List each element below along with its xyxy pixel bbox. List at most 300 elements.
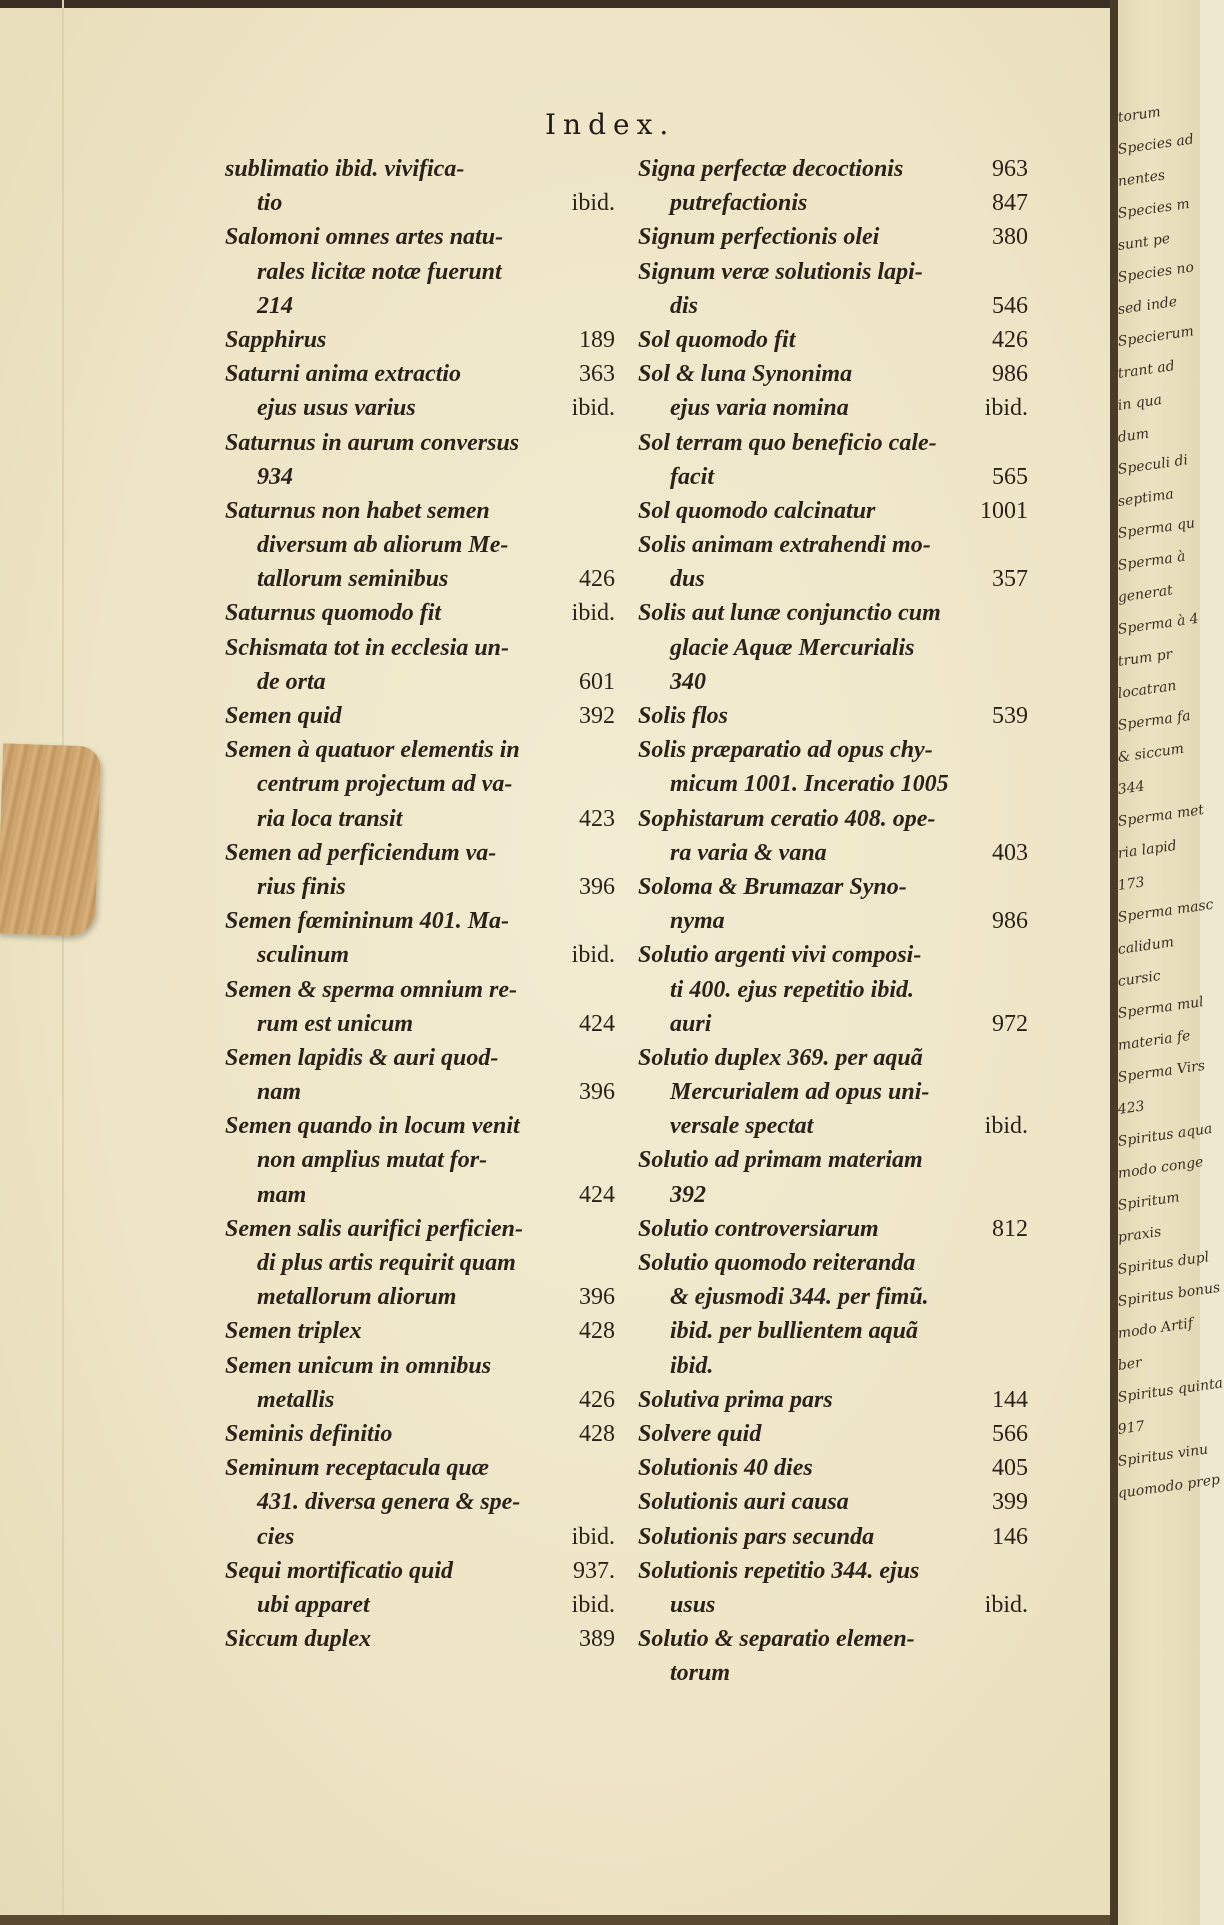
entry-text: Solutio duplex 369. per aquã bbox=[638, 1044, 923, 1071]
entry-text: dis bbox=[670, 292, 699, 319]
next-page-fragment: materia fe bbox=[1116, 1027, 1192, 1054]
index-entry-line bbox=[225, 460, 615, 494]
next-page-fragment: modo conge bbox=[1116, 1154, 1205, 1182]
page-gutter bbox=[62, 0, 64, 1925]
next-page-fragment: Sperma masc bbox=[1116, 896, 1215, 926]
entry-text: Solis animam extrahendi mo- bbox=[638, 532, 931, 559]
next-page-fragment: 917 bbox=[1116, 1418, 1146, 1438]
index-entry-line bbox=[638, 836, 1028, 870]
entry-text: Semen salis aurifici perficien- bbox=[225, 1215, 523, 1242]
index-entry-line bbox=[638, 767, 1028, 801]
entry-text: Solutiva prima pars bbox=[638, 1386, 833, 1413]
next-page-fragment: 423 bbox=[1116, 1098, 1146, 1118]
entry-text: diversum ab aliorum Me- bbox=[257, 532, 509, 559]
index-entry bbox=[225, 1554, 615, 1622]
entry-page-ref bbox=[607, 973, 615, 1007]
entry-page-ref: 963 bbox=[992, 156, 1028, 182]
entry-text: ibid. per bullientem aquã bbox=[670, 1318, 919, 1345]
entry-page-ref: 424 bbox=[579, 1010, 615, 1037]
index-entry bbox=[638, 1212, 1028, 1246]
entry-page-ref bbox=[1020, 1349, 1028, 1383]
next-page-fragment: trant ad bbox=[1116, 358, 1176, 382]
index-entry-line bbox=[225, 255, 615, 289]
index-entry bbox=[638, 323, 1028, 357]
index-entry-line bbox=[225, 1349, 615, 1383]
entry-text: & ejusmodi 344. per fimũ. bbox=[670, 1284, 929, 1311]
next-page-fragment: Species no bbox=[1116, 259, 1195, 286]
index-entry-line bbox=[638, 699, 1028, 733]
next-page-fragment: Sperma qu bbox=[1116, 515, 1196, 542]
entry-page-ref: 601 bbox=[579, 668, 615, 695]
index-entry-line bbox=[638, 357, 1028, 391]
index-entry-line bbox=[638, 1109, 1028, 1143]
index-entry bbox=[638, 494, 1028, 528]
entry-page-ref: 423 bbox=[579, 805, 615, 832]
entry-text: Solutionis repetitio 344. ejus bbox=[638, 1557, 920, 1584]
entry-page-ref: 1001 bbox=[980, 497, 1028, 524]
index-entry-line bbox=[225, 1212, 615, 1246]
entry-text: ti 400. ejus repetitio ibid. bbox=[670, 976, 914, 1003]
entry-text: ibid. bbox=[670, 1352, 714, 1379]
index-entry-line bbox=[225, 802, 615, 836]
next-page-fragment: Spiritus quinta bbox=[1116, 1375, 1224, 1406]
entry-page-ref bbox=[607, 152, 615, 186]
entry-text: 431. diversa genera & spe- bbox=[257, 1489, 521, 1516]
next-page-fragment: sunt pe bbox=[1116, 230, 1172, 254]
entry-page-ref: 426 bbox=[579, 1386, 615, 1413]
entry-text: usus bbox=[670, 1591, 716, 1618]
index-entry-line bbox=[638, 1007, 1028, 1041]
index-entry bbox=[225, 323, 615, 357]
entry-text: Solutionis 40 dies bbox=[638, 1455, 813, 1482]
index-entry bbox=[225, 357, 615, 425]
entry-text: Solis præparatio ad opus chy- bbox=[638, 737, 933, 764]
entry-page-ref: 847 bbox=[992, 190, 1028, 217]
entry-page-ref: ibid. bbox=[571, 1523, 615, 1550]
index-entry-line bbox=[225, 494, 615, 528]
index-entry-line bbox=[225, 596, 615, 630]
index-entry-line bbox=[225, 631, 615, 665]
next-page-fragment: Spiritus vinu bbox=[1116, 1441, 1210, 1470]
entry-page-ref: 428 bbox=[579, 1420, 615, 1447]
index-entry-line bbox=[225, 904, 615, 938]
entry-text: ejus usus varius bbox=[257, 395, 416, 422]
index-entry-line bbox=[638, 1280, 1028, 1314]
entry-page-ref: 428 bbox=[579, 1318, 615, 1345]
entry-text: nam bbox=[257, 1079, 302, 1106]
entry-page-ref: ibid. bbox=[571, 395, 615, 422]
entry-page-ref bbox=[1020, 767, 1028, 801]
entry-page-ref: 405 bbox=[992, 1455, 1028, 1482]
entry-page-ref: 424 bbox=[579, 1181, 615, 1208]
index-entry-line bbox=[638, 904, 1028, 938]
next-page-fragment: Speculi di bbox=[1116, 452, 1189, 478]
entry-page-ref bbox=[1020, 596, 1028, 630]
entry-page-ref: 389 bbox=[579, 1626, 615, 1653]
wooden-bookmark bbox=[0, 743, 101, 936]
entry-text: ria loca transit bbox=[257, 805, 403, 832]
next-page-fragment: locatran bbox=[1116, 677, 1178, 702]
next-page-fragment: Species m bbox=[1116, 196, 1191, 222]
next-page-fragment: torum bbox=[1116, 104, 1162, 126]
index-entry-line bbox=[638, 1554, 1028, 1588]
index-entry-line bbox=[225, 1007, 615, 1041]
index-entry-line bbox=[225, 562, 615, 596]
entry-text: Semen ad perficiendum va- bbox=[225, 839, 497, 866]
index-entry-line bbox=[638, 494, 1028, 528]
entry-text: tio bbox=[257, 190, 283, 217]
entry-text: Saturnus non habet semen bbox=[225, 497, 490, 524]
entry-text: metallorum aliorum bbox=[257, 1284, 457, 1311]
index-entry-line bbox=[225, 1280, 615, 1314]
index-entry bbox=[225, 152, 615, 220]
entry-page-ref: 144 bbox=[992, 1386, 1028, 1413]
entry-text: Signum perfectionis olei bbox=[638, 224, 880, 251]
index-entry-line bbox=[225, 426, 615, 460]
index-entry-line bbox=[225, 528, 615, 562]
entry-page-ref: ibid. bbox=[984, 1113, 1028, 1140]
entry-page-ref bbox=[607, 1485, 615, 1519]
entry-page-ref bbox=[607, 289, 615, 323]
next-page-fragment: nentes bbox=[1116, 167, 1167, 190]
entry-page-ref: 357 bbox=[992, 566, 1028, 593]
entry-text: glacie Aquæ Mercurialis bbox=[670, 634, 915, 661]
entry-page-ref: 426 bbox=[992, 326, 1028, 353]
entry-text: Solutionis auri causa bbox=[638, 1489, 849, 1516]
index-entry bbox=[638, 1622, 1028, 1690]
entry-text: dus bbox=[670, 566, 705, 593]
entry-page-ref bbox=[607, 1349, 615, 1383]
next-page-fragment: 173 bbox=[1116, 874, 1146, 894]
index-entry-line bbox=[225, 1109, 615, 1143]
index-entry bbox=[638, 152, 1028, 220]
index-entry bbox=[225, 1451, 615, 1554]
index-entry-line bbox=[638, 186, 1028, 220]
index-entry bbox=[638, 1520, 1028, 1554]
next-page-fragment: praxis bbox=[1116, 1224, 1163, 1246]
index-entry bbox=[638, 357, 1028, 425]
next-page-fragment: generat bbox=[1116, 582, 1174, 606]
next-page-fragment: in qua bbox=[1116, 391, 1163, 414]
entry-page-ref bbox=[1020, 631, 1028, 665]
entry-text: Solutio ad primam materiam bbox=[638, 1147, 923, 1174]
entry-page-ref bbox=[607, 1451, 615, 1485]
entry-text: Sophistarum ceratio 408. ope- bbox=[638, 805, 936, 832]
index-entry-line bbox=[638, 1349, 1028, 1383]
next-page-fragment: calidum bbox=[1116, 934, 1175, 958]
entry-page-ref: 565 bbox=[992, 463, 1028, 490]
index-entry-line bbox=[225, 1554, 615, 1588]
index-entry-line bbox=[638, 1143, 1028, 1177]
entry-text: mam bbox=[257, 1181, 307, 1208]
entry-text: torum bbox=[670, 1660, 731, 1687]
entry-text: nyma bbox=[670, 908, 725, 935]
index-entry-line bbox=[638, 665, 1028, 699]
index-entry bbox=[225, 220, 615, 323]
entry-text: metallis bbox=[257, 1386, 335, 1413]
entry-page-ref bbox=[1020, 1041, 1028, 1075]
page-top-edge bbox=[0, 0, 1115, 8]
entry-text: Sol & luna Synonima bbox=[638, 361, 853, 388]
entry-page-ref bbox=[607, 1246, 615, 1280]
entry-text: Sequi mortificatio quid bbox=[225, 1557, 454, 1584]
index-entry bbox=[638, 733, 1028, 801]
next-page-fragment: dum bbox=[1116, 425, 1151, 446]
entry-text: Saturni anima extractio bbox=[225, 361, 462, 388]
index-entry-line bbox=[638, 1451, 1028, 1485]
entry-page-ref bbox=[607, 733, 615, 767]
index-entry bbox=[225, 1622, 615, 1656]
index-entry-line bbox=[638, 973, 1028, 1007]
next-page-fragment: Sperma Virs bbox=[1116, 1057, 1207, 1086]
entry-text: di plus artis requirit quam bbox=[257, 1250, 516, 1276]
index-entry-line bbox=[638, 1656, 1028, 1690]
entry-text: Solutio argenti vivi composi- bbox=[638, 942, 922, 969]
entry-text: Saturnus in aurum conversus bbox=[225, 429, 520, 456]
index-entry-line bbox=[225, 1588, 615, 1622]
index-entry-line bbox=[225, 699, 615, 733]
entry-text: cies bbox=[257, 1523, 295, 1550]
entry-page-ref: 539 bbox=[992, 703, 1028, 729]
entry-text: Semen lapidis & auri quod- bbox=[225, 1044, 499, 1071]
index-entry bbox=[638, 1451, 1028, 1485]
next-page-fragment: Sperma met bbox=[1116, 801, 1206, 830]
index-entry-line bbox=[225, 1383, 615, 1417]
entry-text: Seminum receptacula quæ bbox=[225, 1455, 490, 1482]
entry-page-ref: ibid. bbox=[984, 395, 1028, 422]
index-entry-line bbox=[225, 1314, 615, 1348]
entry-text: sublimatio ibid. vivifica- bbox=[225, 156, 465, 182]
entry-page-ref bbox=[607, 1109, 615, 1143]
index-entry-line bbox=[638, 528, 1028, 562]
index-entry bbox=[638, 1246, 1028, 1383]
index-entry bbox=[638, 1554, 1028, 1622]
entry-text: Signum veræ solutionis lapi- bbox=[638, 258, 923, 285]
entry-text: Solis aut lunæ conjunctio cum bbox=[638, 600, 941, 627]
index-entry-line bbox=[225, 1246, 615, 1280]
next-page-fragment: Spiritus bonus bbox=[1116, 1279, 1222, 1310]
next-page-fragment: ber bbox=[1116, 1354, 1143, 1374]
entry-text: ejus varia nomina bbox=[670, 395, 849, 422]
entry-page-ref bbox=[1020, 665, 1028, 699]
entry-page-ref bbox=[607, 631, 615, 665]
index-entry-line bbox=[225, 1417, 615, 1451]
index-entry bbox=[225, 1349, 615, 1417]
index-entry bbox=[638, 699, 1028, 733]
entry-page-ref bbox=[607, 767, 615, 801]
index-entry bbox=[225, 973, 615, 1041]
entry-text: Sol quomodo calcinatur bbox=[638, 497, 876, 524]
next-page-fragment: Spiritus dupl bbox=[1116, 1249, 1211, 1278]
next-page-strip bbox=[1116, 0, 1224, 1925]
index-entry bbox=[225, 631, 615, 699]
next-page-fragment: Sperma à 4 bbox=[1116, 610, 1200, 638]
next-page-fragment: Sperma fa bbox=[1116, 707, 1192, 734]
entry-page-ref: ibid. bbox=[571, 190, 615, 217]
index-entry-line bbox=[225, 1622, 615, 1656]
entry-page-ref: 426 bbox=[579, 566, 615, 593]
entry-page-ref bbox=[1020, 1656, 1028, 1690]
index-entry-line bbox=[638, 562, 1028, 596]
index-entry-line bbox=[225, 870, 615, 904]
index-entry bbox=[225, 1417, 615, 1451]
next-page-fragment: septima bbox=[1116, 486, 1175, 510]
entry-text: Semen fœmininum 401. Ma- bbox=[225, 908, 510, 935]
page-header: Index. bbox=[545, 108, 676, 141]
entry-text: Mercurialem ad opus uni- bbox=[670, 1079, 930, 1106]
entry-page-ref bbox=[607, 426, 615, 460]
entry-text: 392 bbox=[670, 1181, 706, 1208]
entry-text: Sapphirus bbox=[225, 326, 327, 353]
index-entry bbox=[638, 1383, 1028, 1417]
entry-text: 934 bbox=[257, 463, 293, 490]
entry-page-ref: 146 bbox=[992, 1523, 1028, 1550]
index-entry bbox=[638, 220, 1028, 254]
entry-page-ref: ibid. bbox=[571, 600, 615, 627]
entry-page-ref: 566 bbox=[992, 1420, 1028, 1447]
entry-text: Schismata tot in ecclesia un- bbox=[225, 634, 510, 661]
index-entry bbox=[638, 1143, 1028, 1211]
entry-text: rius finis bbox=[257, 873, 346, 900]
page-bottom-edge bbox=[0, 1915, 1115, 1925]
entry-page-ref: ibid. bbox=[571, 1591, 615, 1618]
index-entry-line bbox=[638, 460, 1028, 494]
entry-text: Solvere quid bbox=[638, 1420, 762, 1447]
index-entry-line bbox=[638, 1520, 1028, 1554]
entry-text: Solutio controversiarum bbox=[638, 1215, 879, 1242]
entry-page-ref bbox=[1020, 1178, 1028, 1212]
entry-text: non amplius mutat for- bbox=[257, 1147, 488, 1174]
index-entry bbox=[225, 1212, 615, 1315]
index-entry-line bbox=[638, 596, 1028, 630]
entry-text: micum 1001. Inceratio 1005 bbox=[670, 771, 949, 798]
entry-page-ref bbox=[1020, 870, 1028, 904]
entry-page-ref: 189 bbox=[579, 326, 615, 353]
entry-text: Salomoni omnes artes natu- bbox=[225, 224, 504, 251]
index-entry bbox=[638, 255, 1028, 323]
entry-page-ref bbox=[1020, 255, 1028, 289]
index-entry bbox=[225, 904, 615, 972]
entry-page-ref: 399 bbox=[992, 1489, 1028, 1516]
index-entry-line bbox=[225, 186, 615, 220]
entry-text: de orta bbox=[257, 668, 326, 695]
entry-text: facit bbox=[670, 463, 714, 490]
entry-page-ref: 392 bbox=[579, 703, 615, 729]
entry-page-ref: 812 bbox=[992, 1215, 1028, 1242]
entry-text: Semen à quatuor elementis in bbox=[225, 737, 520, 764]
entry-page-ref: 380 bbox=[992, 224, 1028, 251]
entry-page-ref bbox=[1020, 1280, 1028, 1314]
entry-page-ref: 396 bbox=[579, 1079, 615, 1106]
index-entry-line bbox=[225, 323, 615, 357]
index-entry bbox=[638, 528, 1028, 596]
index-entry-line bbox=[638, 391, 1028, 425]
entry-text: rum est unicum bbox=[257, 1010, 414, 1037]
index-entry-line bbox=[225, 1041, 615, 1075]
entry-text: Semen & sperma omnium re- bbox=[225, 976, 518, 1003]
entry-text: rales licitæ notæ fuerunt bbox=[257, 258, 502, 285]
index-entry-line bbox=[225, 767, 615, 801]
entry-page-ref bbox=[1020, 1075, 1028, 1109]
next-page-fragment: Specierum bbox=[1116, 323, 1195, 350]
index-entry-line bbox=[225, 1178, 615, 1212]
entry-page-ref bbox=[1020, 1314, 1028, 1348]
next-page-fragment: modo Artif bbox=[1116, 1315, 1195, 1342]
index-entry-line bbox=[638, 1075, 1028, 1109]
index-entry bbox=[638, 802, 1028, 870]
entry-page-ref bbox=[1020, 802, 1028, 836]
entry-text: Solutionis pars secunda bbox=[638, 1523, 875, 1550]
index-entry-line bbox=[638, 802, 1028, 836]
index-entry-line bbox=[638, 1588, 1028, 1622]
index-entry bbox=[225, 699, 615, 733]
index-entry-line bbox=[225, 733, 615, 767]
entry-text: Sol quomodo fit bbox=[638, 326, 796, 353]
entry-page-ref: ibid. bbox=[984, 1591, 1028, 1618]
index-entry-line bbox=[638, 1383, 1028, 1417]
entry-text: Semen unicum in omnibus bbox=[225, 1352, 492, 1379]
next-page-fragment: sed inde bbox=[1116, 293, 1179, 318]
next-page-fragment: Spiritum bbox=[1116, 1189, 1181, 1214]
entry-text: 340 bbox=[670, 668, 706, 695]
index-entry-line bbox=[638, 220, 1028, 254]
index-entry bbox=[225, 426, 615, 494]
entry-page-ref: ibid. bbox=[571, 942, 615, 969]
next-page-fragment: Sperma à bbox=[1116, 548, 1187, 574]
index-entry-line bbox=[225, 357, 615, 391]
index-entry bbox=[225, 596, 615, 630]
index-entry-line bbox=[638, 1622, 1028, 1656]
index-entry-line bbox=[638, 1041, 1028, 1075]
index-column-left bbox=[225, 152, 615, 1656]
entry-text: Semen triplex bbox=[225, 1318, 362, 1345]
entry-text: auri bbox=[670, 1010, 712, 1037]
entry-page-ref bbox=[1020, 733, 1028, 767]
index-entry bbox=[225, 494, 615, 597]
index-entry-line bbox=[638, 938, 1028, 972]
index-entry-line bbox=[638, 733, 1028, 767]
index-entry-line bbox=[225, 973, 615, 1007]
entry-text: 214 bbox=[257, 292, 293, 319]
index-entry-line bbox=[638, 323, 1028, 357]
index-entry bbox=[225, 1041, 615, 1109]
entry-page-ref bbox=[1020, 973, 1028, 1007]
entry-page-ref bbox=[607, 1041, 615, 1075]
index-entry-line bbox=[638, 1178, 1028, 1212]
next-page-fragment: 344 bbox=[1116, 778, 1146, 798]
index-entry-line bbox=[225, 1451, 615, 1485]
entry-text: Solis flos bbox=[638, 703, 729, 729]
index-entry-line bbox=[638, 1485, 1028, 1519]
entry-page-ref bbox=[1020, 1246, 1028, 1280]
index-entry bbox=[225, 836, 615, 904]
index-entry-line bbox=[225, 836, 615, 870]
next-page-fragment: ria lapid bbox=[1116, 837, 1178, 862]
entry-page-ref: 396 bbox=[579, 1284, 615, 1311]
entry-page-ref bbox=[607, 494, 615, 528]
next-page-fragment: cursic bbox=[1116, 968, 1162, 990]
entry-text: sculinum bbox=[257, 942, 350, 969]
entry-text: Seminis definitio bbox=[225, 1420, 393, 1447]
index-entry-line bbox=[638, 1314, 1028, 1348]
entry-page-ref bbox=[1020, 938, 1028, 972]
entry-page-ref bbox=[607, 460, 615, 494]
next-page-fragment: Spiritus aqua bbox=[1116, 1120, 1214, 1150]
entry-page-ref: 972 bbox=[992, 1010, 1028, 1037]
entry-page-ref bbox=[607, 220, 615, 254]
index-entry-line bbox=[225, 1520, 615, 1554]
entry-text: putrefactionis bbox=[670, 190, 808, 217]
